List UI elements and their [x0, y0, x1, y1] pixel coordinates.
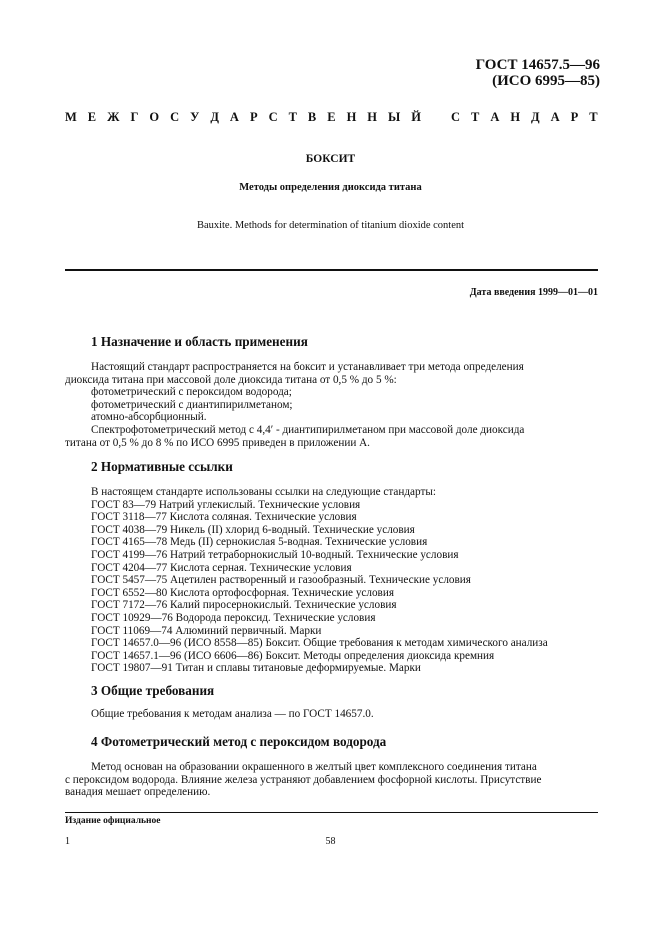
list-item: атомно-абсорбционный. — [91, 411, 207, 424]
introduction-date: Дата введения 1999—01—01 — [469, 287, 598, 298]
section-2-heading: 2 Нормативные ссылки — [91, 459, 233, 474]
references-intro: В настоящем стандарте использованы ссылки на следующие стандарты: — [91, 486, 436, 498]
document-subtitle: Методы определения диоксида титана — [239, 182, 422, 193]
banner-letter: О — [149, 110, 160, 124]
banner-letter: Д — [210, 110, 219, 124]
gost-number: ГОСТ 14657.5—96 — [475, 57, 600, 73]
banner-letter: С — [170, 110, 180, 124]
reference-item: ГОСТ 3118—77 Кислота соляная. Технические условия — [91, 511, 357, 524]
banner-letter: Р — [249, 110, 258, 124]
reference-item: ГОСТ 4165—78 Медь (II) сернокислая 5-водная. Технические условия — [91, 536, 428, 549]
method-list — [91, 386, 598, 424]
section-4-heading: 4 Фотометрический метод с пероксидом водорода — [91, 734, 387, 749]
banner-gap — [432, 111, 440, 124]
text-line: Общие требования к методам анализа — по ГОСТ 14657.0. — [91, 708, 374, 720]
reference-item: ГОСТ 14657.1—96 (ИСО 6606—86) Боксит. Методы определения диоксида кремния — [91, 649, 495, 662]
banner-letter: Т — [589, 110, 598, 124]
banner-letter: Д — [531, 110, 540, 124]
section-3-paragraph — [65, 708, 598, 721]
banner-letter: Г — [130, 110, 139, 124]
banner-letter: С — [450, 110, 460, 124]
reference-item: ГОСТ 4204—77 Кислота серная. Технические условия — [91, 561, 352, 574]
section-1-heading: 1 Назначение и область применения — [91, 334, 308, 349]
list-item: фотометрический с диантипирилметаном; — [91, 398, 293, 411]
reference-item: ГОСТ 5457—75 Ацетилен растворенный и газообразный. Технические условия — [91, 574, 471, 587]
section-1-paragraph-2 — [65, 424, 598, 449]
banner-letter: Н — [510, 110, 521, 124]
banner-letter: А — [490, 110, 500, 124]
english-title: Bauxite. Methods for determination of titanium dioxide content — [196, 220, 465, 231]
reference-item: ГОСТ 19807—91 Титан и сплавы титановые деформируемые. Марки — [91, 662, 421, 675]
sheet-number: 1 — [65, 836, 70, 847]
page-number: 58 — [325, 836, 336, 847]
text-line: Спектрофотометрический метод с 4,4′ - диантипирилметаном при массовой доле диоксида — [91, 424, 525, 436]
reference-item: ГОСТ 10929—76 Водорода пероксид. Технические условия — [91, 611, 376, 624]
banner-letter: А — [229, 110, 239, 124]
header-divider — [65, 269, 598, 271]
document-title: БОКСИТ — [305, 153, 356, 165]
reference-item: ГОСТ 7172—76 Калий пиросернокислый. Технические условия — [91, 599, 397, 612]
reference-item: ГОСТ 83—79 Натрий углекислый. Технические условия — [91, 498, 361, 511]
section-4-paragraph — [65, 761, 598, 799]
footer-divider — [65, 812, 598, 813]
text-line: Метод основан на образовании окрашенного в желтый цвет комплексного соединения титана — [91, 761, 537, 773]
banner-letter: Е — [87, 110, 97, 124]
banner-letter: У — [190, 110, 200, 124]
banner-letter: Н — [367, 110, 378, 124]
reference-item: ГОСТ 11069—74 Алюминий первичный. Марки — [91, 624, 322, 637]
banner-letter: Е — [327, 110, 336, 124]
banner-letter: Т — [470, 110, 480, 124]
banner-letter: М — [65, 110, 77, 124]
banner-letter: А — [550, 110, 560, 124]
banner-letter: Т — [288, 110, 297, 124]
text-line: с пероксидом водорода. Влияние железа устраняют добавлением фосфорной кислоты. Присутствие — [65, 773, 542, 786]
official-edition-label: Издание официальное — [65, 816, 161, 826]
banner-letter: С — [268, 110, 278, 124]
text-line: титана от 0,5 % до 8 % по ИСО 6995 приведен в приложении А. — [65, 436, 370, 449]
banner-letter: Н — [346, 110, 357, 124]
text-line: Настоящий стандарт распространяется на боксит и устанавливает три метода определения — [91, 361, 524, 373]
reference-item: ГОСТ 4199—76 Натрий тетраборнокислый 10-водный. Технические условия — [91, 548, 459, 561]
text-line: ванадия мешает определению. — [65, 786, 211, 799]
reference-item: ГОСТ 14657.0—96 (ИСО 8558—85) Боксит. Общие требования к методам химического анализа — [91, 637, 548, 650]
banner-letter: Р — [570, 110, 579, 124]
banner-letter: Ж — [107, 110, 120, 124]
text-line: диоксида титана при массовой доле диоксида титана от 0,5 % до 5 %: — [65, 373, 397, 386]
reference-item: ГОСТ 4038—79 Никель (II) хлорид 6-водный. Технические условия — [91, 523, 415, 536]
banner-letter: В — [307, 110, 317, 124]
reference-item: ГОСТ 6552—80 Кислота ортофосфорная. Технические условия — [91, 586, 394, 599]
section-1-paragraph — [65, 361, 598, 386]
normative-references — [91, 486, 598, 675]
section-3-heading: 3 Общие требования — [91, 683, 215, 698]
banner-letter: Ы — [388, 110, 401, 124]
document-designation — [476, 57, 600, 89]
interstate-standard-banner — [65, 111, 598, 124]
list-item: фотометрический с пероксидом водорода; — [91, 386, 292, 398]
banner-letter: Й — [411, 110, 421, 124]
iso-number: (ИСО 6995—85) — [492, 73, 600, 89]
